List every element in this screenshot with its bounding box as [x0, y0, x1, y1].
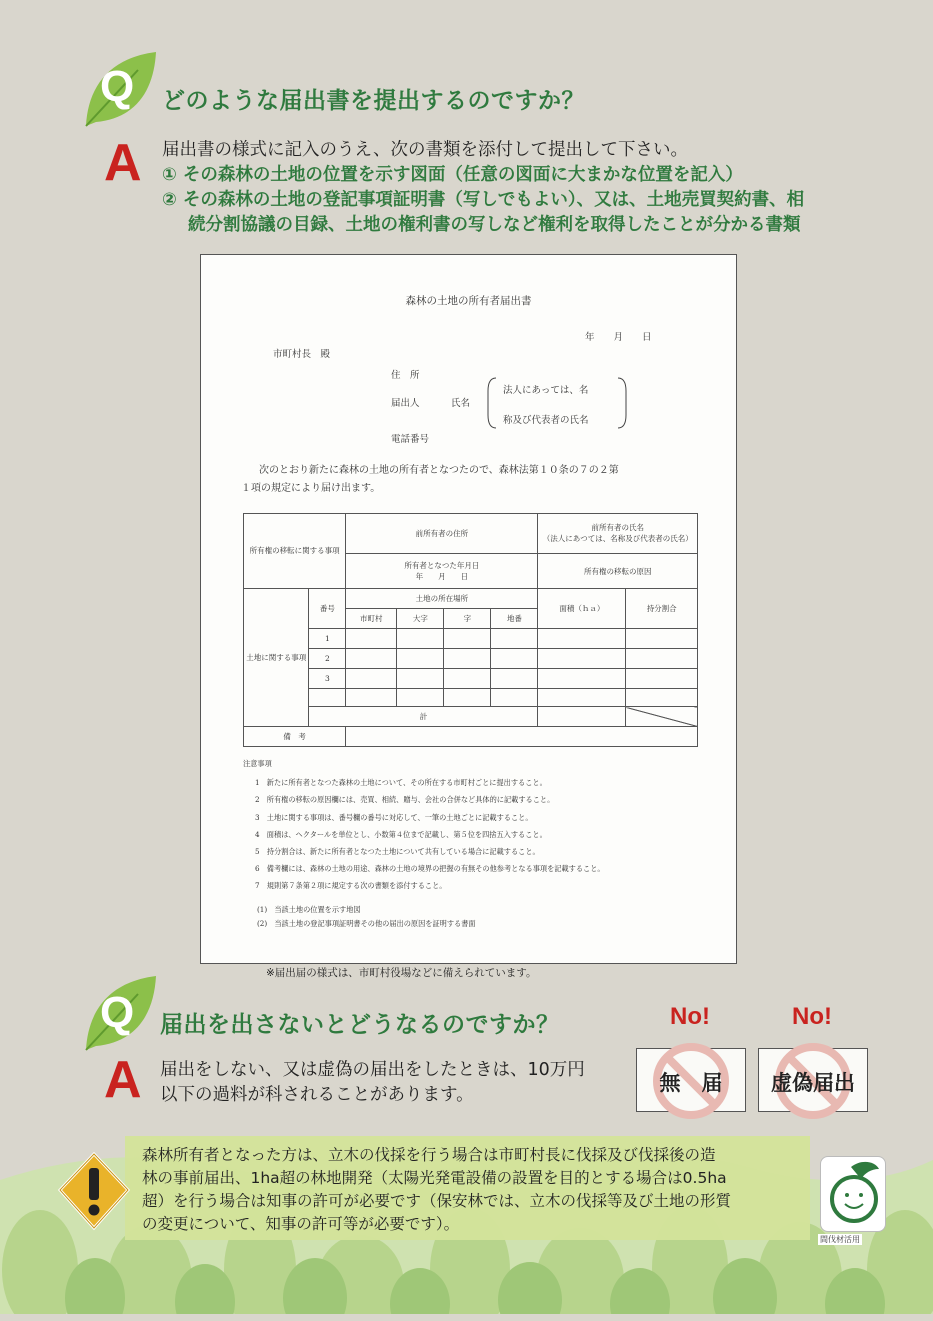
no-notification-box: [636, 1048, 746, 1112]
blank-cell: [444, 689, 491, 707]
q-letter-2: Q: [100, 988, 135, 1037]
answer-2: [160, 1058, 585, 1108]
note-3: 3 土地に関する事項は、番号欄の番号に対応して、一筆の土地ごとに記載すること。: [255, 812, 533, 822]
cell-chiban: 地番: [491, 609, 538, 629]
cell-date-owner: [346, 553, 538, 589]
smile-mark-icon: [821, 1157, 887, 1233]
form-availability-note: ※届出届の様式は、市町村役場などに備えられています。: [266, 967, 537, 979]
answer-2-line2: 以下の過料が科されることがあります。: [160, 1085, 474, 1105]
note-6: 6 備考欄には、森林の土地の用途、森林の土地の境界の把握の有無その他参考となる事項を記載すること。: [255, 864, 605, 874]
warning-line-1: 森林所有者となった方は、立木の伐採を行う場合は市町村長に伐採及び伐採後の造: [142, 1146, 716, 1164]
blank-cell: [397, 629, 444, 649]
blank-cell: [346, 689, 397, 707]
form-para-2: １項の規定により届け出ます。: [241, 483, 381, 494]
question-2: 届出を出さないとどうなるのですか？: [160, 1012, 560, 1038]
a-letter-1: A: [104, 134, 142, 192]
notes-title: 注意事項: [243, 759, 272, 768]
blank-cell: [491, 689, 538, 707]
blank-cell: [397, 649, 444, 669]
cell-prev-addr: 前所有者の住所: [346, 514, 538, 554]
cell-ymd: 年 月 日: [415, 572, 469, 582]
cell-oaza: 大字: [397, 609, 444, 629]
blank-cell: [346, 649, 397, 669]
cell-reason: 所有権の移転の原因: [538, 553, 698, 589]
cell-diagonal: [626, 707, 698, 727]
false-notification-text: 虚偽届出: [771, 1071, 855, 1095]
false-notification-box: [758, 1048, 868, 1112]
cell-row-2: 2: [309, 649, 346, 669]
warning-text: [142, 1144, 807, 1236]
answer-1-intro: 届出書の様式に記入のうえ、次の書類を添付して提出して下さい。: [162, 140, 689, 160]
warning-line-4: の変更について、知事の許可等が必要です）。: [142, 1215, 460, 1233]
cell-row-1: 1: [309, 629, 346, 649]
question-1: どのような届出書を提出するのですか？: [162, 88, 585, 114]
form-bracket-left: [487, 377, 497, 429]
cell-aza: 字: [444, 609, 491, 629]
form-table: [243, 513, 698, 747]
blank-cell: [346, 629, 397, 649]
answer-2-line1: 届出をしない、又は虚偽の届出をしたときは、10万円: [160, 1060, 585, 1080]
cell-prev-name-note: （法人にあつては、名称及び代表者の氏名）: [542, 534, 693, 544]
cell-location: 土地の所在場所: [346, 589, 538, 609]
attach-1: (1) 当該土地の位置を示す地図: [257, 904, 361, 914]
form-name: 氏名: [451, 398, 471, 409]
a-letter-2: A: [104, 1051, 142, 1109]
thinned-wood-logo: [820, 1156, 886, 1246]
no-label-1: No!: [670, 1003, 710, 1030]
warning-line-3: 超）を行う場合は知事の許可が必要です（保安林では、立木の伐採等及び土地の形質: [142, 1192, 732, 1210]
logo-box: [820, 1156, 886, 1232]
blank-cell: [491, 669, 538, 689]
blank-cell: [538, 707, 626, 727]
attachments: [243, 903, 713, 931]
blank-cell: [538, 629, 626, 649]
blank-cell: [626, 689, 698, 707]
form-to: 市町村長 殿: [273, 349, 331, 360]
cell-transfer: 所有権の移転に関する事項: [244, 514, 346, 589]
blank-cell: [444, 669, 491, 689]
no-notification-text: 無 届: [659, 1071, 723, 1095]
form-para-1: 次のとおり新たに森林の土地の所有者となつたので、森林法第１０条の７の２第: [259, 465, 619, 476]
note-1: 1 新たに所有者となつた森林の土地について、その所在する市町村ごとに提出すること。: [255, 778, 547, 788]
blank-cell: [397, 669, 444, 689]
answer-1-item2-line1: ② その森林の土地の登記事項証明書（写しでもよい）、又は、土地売買契約書、相: [162, 190, 805, 210]
form-corp1: 法人にあっては、名: [503, 385, 589, 396]
cell-prev-name: [538, 514, 698, 554]
no-label-2: No!: [792, 1003, 832, 1030]
blank-cell: [346, 669, 397, 689]
cell-total: 計: [309, 707, 538, 727]
form-corp2: 称及び代表者の氏名: [503, 415, 589, 426]
note-2: 2 所有権の移転の原因欄には、売買、相続、贈与、会社の合併など具体的に記載すること。: [255, 795, 555, 805]
form-phone: 電話番号: [391, 434, 430, 445]
blank-cell: [538, 669, 626, 689]
note-7: 7 規則第７条第２項に規定する次の書類を添付すること。: [255, 881, 447, 891]
blank-cell: [444, 649, 491, 669]
attach-2: (2) 当該土地の登記事項証明書その他の届出の原因を証明する書面: [257, 918, 476, 928]
form-bracket-right: [617, 377, 627, 429]
cell-city: 市町村: [346, 609, 397, 629]
notification-form: [200, 254, 737, 964]
answer-1-item2-line2: 続分割協議の目録、土地の権利書の写しなど権利を取得したことが分かる書類: [188, 215, 801, 235]
answer-1-item1: ① その森林の土地の位置を示す図面（任意の図面に大まかな位置を記入）: [162, 165, 743, 185]
form-address: 住 所: [391, 370, 420, 381]
cell-land: 土地に関する事項: [244, 589, 309, 727]
note-4: 4 面積は、ヘクタールを単位とし、小数第４位まで記載し、第５位を四捨五入すること。: [255, 829, 547, 839]
cell-date-owner-label: 所有者となつた年月日: [404, 561, 480, 571]
form-notes: [243, 755, 713, 931]
warning-icon: [56, 1150, 132, 1232]
cell-share: 持分割合: [626, 589, 698, 629]
blank-cell: [538, 689, 626, 707]
cell-remarks: 備 考: [244, 727, 346, 747]
form-notifier: 届出人: [391, 398, 420, 409]
note-5: 5 持分割合は、新たに所有者となつた土地について共有している場合に記載すること。: [255, 847, 540, 857]
cell-row-3: 3: [309, 669, 346, 689]
blank-cell: [309, 689, 346, 707]
blank-cell: [346, 727, 698, 747]
blank-cell: [491, 649, 538, 669]
blank-cell: [626, 669, 698, 689]
blank-cell: [491, 629, 538, 649]
form-title: 森林の土地の所有者届出書: [405, 295, 532, 307]
form-date: 年 月 日: [585, 332, 652, 343]
cell-prev-name-label: 前所有者の氏名: [591, 523, 644, 533]
blank-cell: [626, 629, 698, 649]
cell-area: 面積（ｈａ）: [538, 589, 626, 629]
cell-no: 番号: [309, 589, 346, 629]
answer-1: [162, 138, 804, 238]
blank-cell: [444, 629, 491, 649]
blank-cell: [538, 649, 626, 669]
blank-cell: [626, 649, 698, 669]
logo-caption: 間伐材活用: [820, 1235, 860, 1244]
warning-line-2: 林の事前届出、1ha超の林地開発（太陽光発電設備の設置を目的とする場合は0.5ha: [142, 1169, 727, 1187]
form-paragraph: [241, 462, 711, 498]
q-letter-1: Q: [100, 62, 135, 111]
blank-cell: [397, 689, 444, 707]
